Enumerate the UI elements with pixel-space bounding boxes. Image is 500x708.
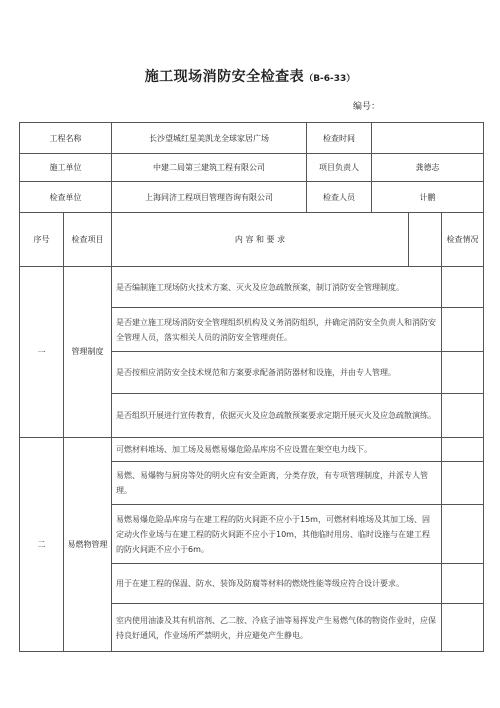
status-cell[interactable] (442, 267, 484, 308)
requirement-text: 是否建立施工现场消防安全管理组织机构及义务消防组织，并确定消防安全负责人和消防安全管理人员，落实相关人员的消防安全管理责任。 (112, 308, 442, 352)
construction-unit-value: 中建二局第三建筑工程有限公司 (112, 154, 307, 182)
section-seq: 二 (20, 438, 64, 652)
status-cell[interactable] (442, 438, 484, 462)
status-cell[interactable] (442, 564, 484, 604)
doc-number-label: 编号： (353, 102, 381, 112)
col-blank-header (409, 213, 442, 267)
inspection-unit-label: 检查单位 (20, 182, 112, 213)
project-lead-label: 项目负责人 (307, 154, 372, 182)
col-item-header: 检查项目 (64, 213, 112, 267)
requirement-text: 可燃材料堆场、加工场及易燃易爆危险品库房不应设置在架空电力线下。 (112, 438, 442, 462)
requirement-text: 易燃、易爆物与厨房等处的明火应有安全距离，分类存放，有专项管理制度，并派专人管理。 (112, 462, 442, 505)
project-lead-value: 龚德志 (372, 154, 484, 182)
col-seq-header: 序号 (20, 213, 64, 267)
table-row (20, 438, 484, 462)
status-cell[interactable] (442, 308, 484, 352)
table-row (20, 267, 484, 308)
requirement-text: 是否按相应消防安全技术规范和方案要求配备消防器材和设施，并由专人管理。 (112, 352, 442, 394)
doc-title-text: 施工现场消防安全检查表 (144, 69, 305, 85)
section-seq: 一 (20, 267, 64, 438)
status-cell[interactable] (442, 394, 484, 438)
col-status-header: 检查情况 (442, 213, 484, 267)
inspection-unit-value: 上海同济工程项目管理咨询有限公司 (112, 182, 307, 213)
doc-code: （B-6-33） (304, 74, 356, 84)
inspection-table (19, 122, 484, 652)
status-cell[interactable] (442, 604, 484, 652)
status-cell[interactable] (442, 352, 484, 394)
requirement-text: 用于在建工程的保温、防水、装饰及防腐等材料的燃烧性能等级应符合设计要求。 (112, 564, 442, 604)
status-cell[interactable] (442, 505, 484, 564)
header-row-construction (20, 154, 484, 182)
requirement-text: 是否组织开展进行宣传教育，依据灭火及应急疏散预案要求定期开展灭火及应急疏散演练。 (112, 394, 442, 438)
doc-title (0, 66, 500, 86)
requirement-text: 是否编制施工现场防火技术方案、灭火及应急疏散预案，制订消防安全管理制度。 (112, 267, 442, 308)
project-name-label: 工程名称 (20, 123, 112, 154)
section-name: 管理制度 (64, 267, 112, 438)
project-name-value: 长沙望城红星美凯龙全球家居广场 (112, 123, 307, 154)
header-row-project (20, 123, 484, 154)
col-content-header: 内 容 和 要 求 (112, 213, 409, 267)
check-time-value[interactable] (372, 123, 484, 154)
inspector-value: 计鹏 (372, 182, 484, 213)
check-time-label: 检查时间 (307, 123, 372, 154)
requirement-text: 易燃易爆危险品库房与在建工程的防火间距不应小于15m，可燃材料堆场及其加工场、固定动火作业场与在建工程的防火间距不应小于10m，其他临时用房、临时设施与在建工程的防火间距不应小于6m。 (112, 505, 442, 564)
requirement-text: 室内使用油漆及其有机溶剂、乙二胺、冷底子油等易挥发产生易燃气体的物资作业时，应保持良好通风，作业场所严禁明火，并应避免产生静电。 (112, 604, 442, 652)
construction-unit-label: 施工单位 (20, 154, 112, 182)
section-name: 易燃物管理 (64, 438, 112, 652)
column-header-row (20, 213, 484, 267)
inspector-label: 检查人员 (307, 182, 372, 213)
status-cell[interactable] (442, 462, 484, 505)
header-row-inspection (20, 182, 484, 213)
